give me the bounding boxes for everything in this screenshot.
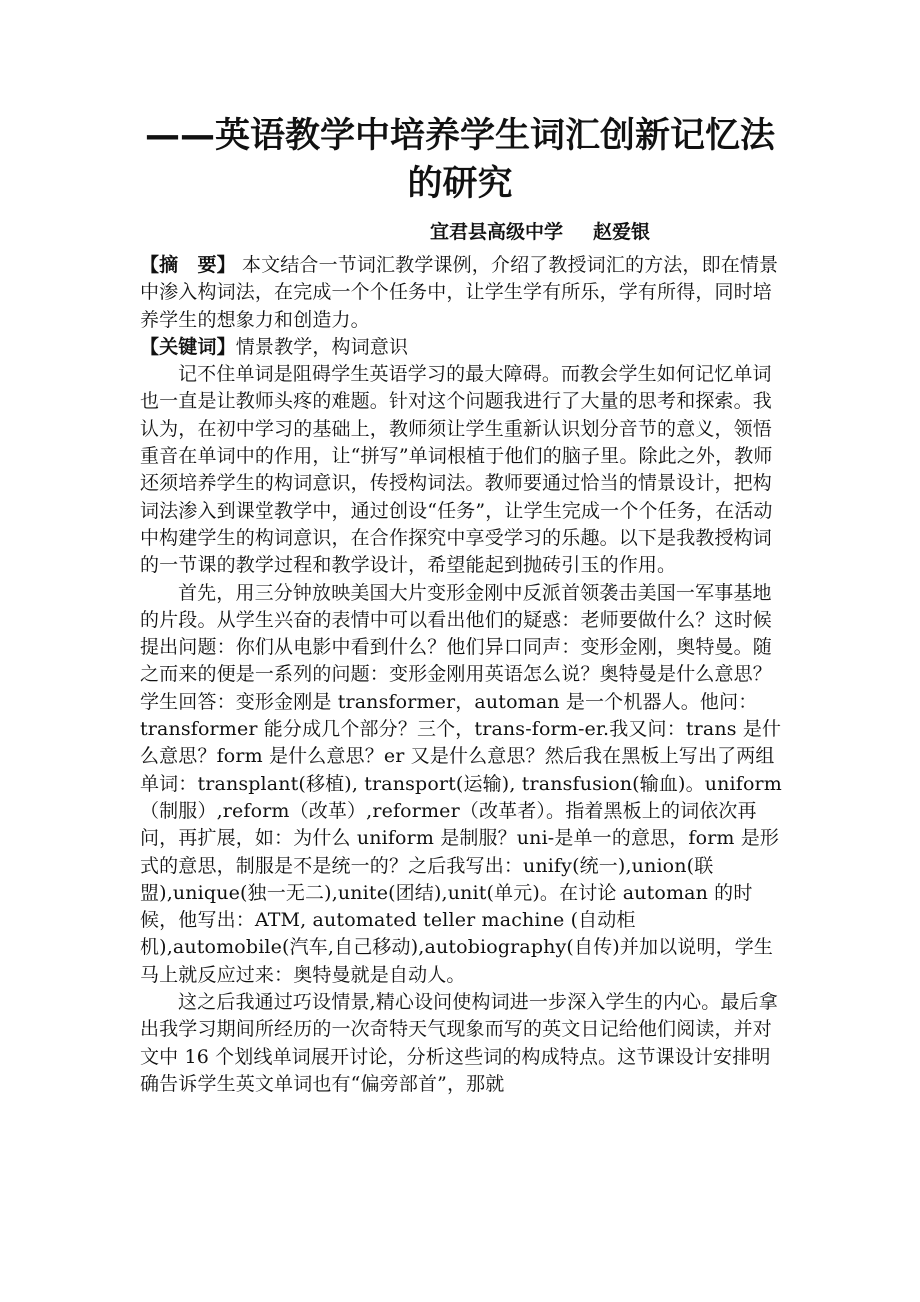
abstract-text: 本文结合一节词汇教学课例，介绍了教授词汇的方法，即在情景中渗入构词法，在完成一个个任务中，让学生学有所乐，学有所得，同时培养学生的想象力和创造力。 bbox=[140, 254, 779, 331]
abstract-paragraph bbox=[140, 252, 786, 334]
author-school: 宜君县高级中学 bbox=[430, 221, 564, 243]
keywords-label: 【关键词】 bbox=[140, 335, 236, 358]
abstract-label: 【摘 要】 bbox=[140, 254, 236, 276]
body-paragraph: 记不住单词是阻碍学生英语学习的最大障碍。而教会学生如何记忆单词也一直是让教师头疼的难题。针对这个问题我进行了大量的思考和探索。我认为，在初中学习的基础上，教师须让学生重新认识划分音节的意义，领悟重音在单词中的作用，让“拼写”单词根植于他们的脑子里。除此之外，教师还须培养学生的构词意识，传授构词法。教师要通过恰当的情景设计，把构词法渗入到课堂教学中，通过创设“任务”，让学生完成一个个任务，在活动中构建学生的构词意识，在合作探究中享受学习的乐趣。以下是我教授构词的一节课的教学过程和教学设计，希望能起到抛砖引玉的作用。 bbox=[140, 363, 773, 577]
document-title: ——英语教学中培养学生词汇创新记忆法的研究 bbox=[144, 116, 775, 204]
document-body bbox=[140, 252, 786, 1098]
keywords-text: 情景教学，构词意识 bbox=[235, 335, 409, 358]
author-name: 赵爱银 bbox=[593, 221, 651, 243]
author-line bbox=[430, 218, 650, 246]
body-paragraph: 首先，用三分钟放映美国大片变形金刚中反派首领袭击美国一军事基地的片段。从学生兴奋的表情中可以看出他们的疑惑：老师要做什么？这时候提出问题：你们从电影中看到什么？他们异口同声：变形金刚，奥特曼。随之而来的便是一系列的问题：变形金刚用英语怎么说？奥特曼是什么意思？学生回答：变形金刚是 transformer，automan 是一个机器人。他问：transformer 能分成几个部分？三个，trans-form-er.我又问：trans 是什么意思？form 是什么意思？er 又是什么意思？然后我在黑板上写出了两组单词：transplant(移植), transport(运输), transfusion(输血)。uniform（制服）,reform（改革）,reformer（改革者）。指着黑板上的词依次再问，再扩展，如：为什么 uniform 是制服？uni-是单一的意思，form 是形式的意思，制服是不是统一的？之后我写出：unify(统一),union(联盟),unique(独一无二),unite(团结),unit(单元)。在讨论 automan 的时候，他写出：ATM, automated teller machine (自动柜机),automobile(汽车,自己移动),autobiography(自传)并加以说明，学生马上就反应过来：奥特曼就是自动人。 bbox=[140, 581, 782, 986]
keywords-paragraph bbox=[140, 334, 786, 361]
body-paragraph: 这之后我通过巧设情景,精心设问使构词进一步深入学生的内心。最后拿出我学习期间所经历的一次奇特天气现象而写的英文日记给他们阅读，并对文中 16 个划线单词展开讨论，分析这些词的构成特点。这节课设计安排明确告诉学生英文单词也有“偏旁部首”，那就 bbox=[140, 991, 778, 1095]
